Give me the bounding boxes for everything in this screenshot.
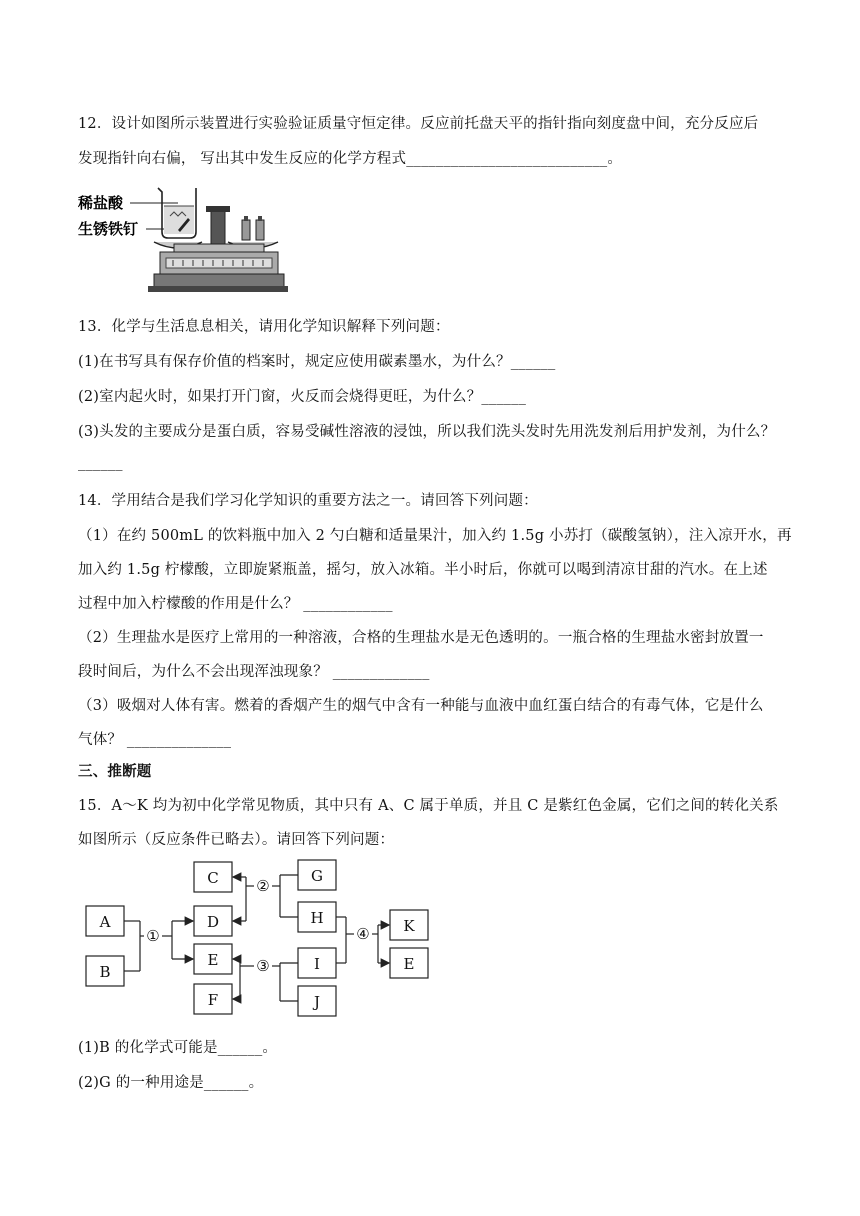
q12-line-1: 12．设计如图所示装置进行实验验证质量守恒定律。反应前托盘天平的指针指向刻度盘中间，充分反应后 xyxy=(78,116,759,132)
reaction-3-marker: ③ xyxy=(256,957,270,975)
label-i: I xyxy=(314,955,320,973)
q15-part-2: (2)G 的一种用途是______。 xyxy=(78,1075,264,1091)
label-j: J xyxy=(313,993,321,1011)
q15-line-2: 如图所示（反应条件已略去）。请回答下列问题： xyxy=(78,832,395,848)
balance-figure xyxy=(78,186,288,296)
label-rusty-nail: 生锈铁钉 xyxy=(78,220,139,238)
q15-part-1: (1)B 的化学式可能是______。 xyxy=(78,1040,278,1056)
label-d: D xyxy=(206,913,220,931)
q14-part-1-line-1: （1）在约 500mL 的饮料瓶中加入 2 勺白糖和适量果汁，加入约 1.5g 小苏打（碳酸氢钠），注入凉开水，再 xyxy=(78,528,792,544)
label-e-2: E xyxy=(403,955,415,973)
section-title: 三、推断题 xyxy=(78,763,152,780)
reaction-diagram xyxy=(80,856,430,1022)
q13-part-3-blank: ______ xyxy=(78,455,123,471)
q14-part-3-line-2: 气体？ ______________ xyxy=(78,732,232,748)
label-c: C xyxy=(207,869,219,887)
label-a: A xyxy=(99,913,111,931)
q14-part-2-line-1: （2）生理盐水是医疗上常用的一种溶液，合格的生理盐水是无色透明的。一瓶合格的生理盐水密封放置一 xyxy=(78,630,764,646)
label-h: H xyxy=(310,909,324,927)
q13-part-1: (1)在书写具有保存价值的档案时，规定应使用碳素墨水，为什么？______ xyxy=(78,354,556,370)
q15-line-1: 15．A～K 均为初中化学常见物质，其中只有 A、C 属于单质，并且 C 是紫红色金属，它们之间的转化关系 xyxy=(78,798,779,814)
label-k: K xyxy=(403,917,415,935)
q14-stem: 14．学用结合是我们学习化学知识的重要方法之一。请回答下列问题： xyxy=(78,493,538,509)
q13-stem: 13．化学与生活息息相关，请用化学知识解释下列问题： xyxy=(78,319,450,335)
q14-part-1-line-3: 过程中加入柠檬酸的作用是什么？ ____________ xyxy=(78,596,393,612)
reaction-4-marker: ④ xyxy=(356,925,370,943)
reaction-1-marker: ① xyxy=(146,927,160,945)
label-g: G xyxy=(311,867,323,885)
q14-part-3-line-1: （3）吸烟对人体有害。燃着的香烟产生的烟气中含有一种能与血液中血红蛋白结合的有毒气体，它是什么 xyxy=(78,698,764,714)
q14-part-1-line-2: 加入约 1.5g 柠檬酸，立即旋紧瓶盖，摇匀，放入冰箱。半小时后，你就可以喝到清凉甘甜的汽水。在上述 xyxy=(78,562,768,578)
label-f: F xyxy=(207,991,219,1009)
q14-part-2-line-2: 段时间后，为什么不会出现浑浊现象？ _____________ xyxy=(78,664,430,680)
label-e: E xyxy=(207,951,219,969)
label-b: B xyxy=(99,963,111,981)
q12-line-2: 发现指针向右偏， 写出其中发生反应的化学方程式___________________________。 xyxy=(78,151,623,167)
label-dilute-hcl: 稀盐酸 xyxy=(78,194,124,212)
q13-part-2: (2)室内起火时，如果打开门窗，火反而会烧得更旺，为什么？______ xyxy=(78,389,527,405)
reaction-2-marker: ② xyxy=(256,877,270,895)
q13-part-3: (3)头发的主要成分是蛋白质，容易受碱性溶液的浸蚀，所以我们洗头发时先用洗发剂后用护发剂，为什么？ xyxy=(78,424,776,440)
